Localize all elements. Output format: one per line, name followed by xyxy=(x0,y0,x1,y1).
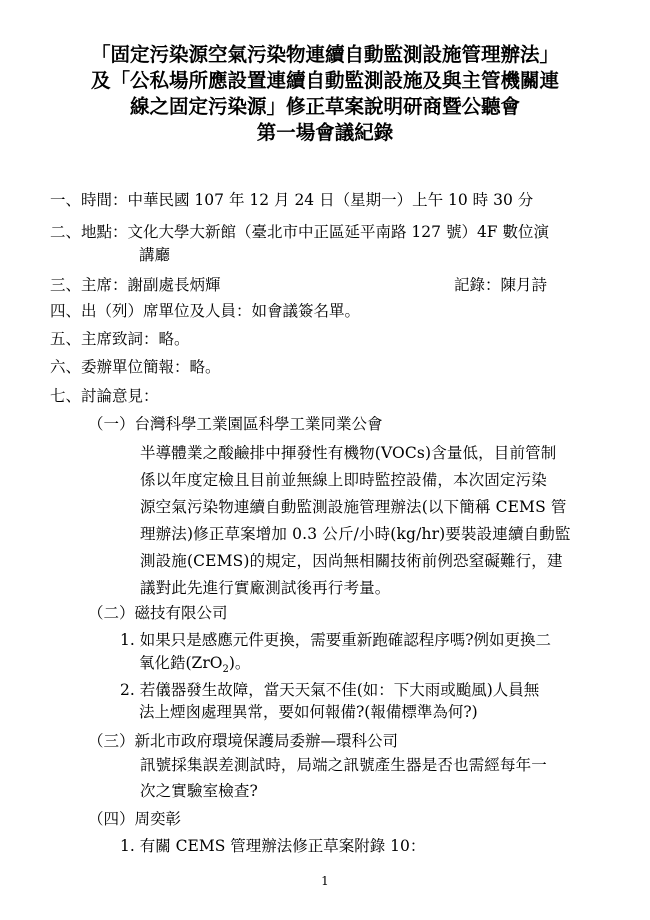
section-1-line: 半導體業之酸鹼排中揮發性有機物(VOCs)含量低，目前管制 xyxy=(140,444,557,462)
title-line: 及「公私場所應設置連續自動監測設施及與主管機關連 xyxy=(90,69,559,92)
chemical-subscript: 2 xyxy=(222,664,229,676)
meeting-place-continued: 講廳 xyxy=(139,246,171,264)
attendance-item: 四、出（列）席單位及人員：如會議簽名單。 xyxy=(50,302,361,320)
section-1-line: 係以年度定檢且目前並無線上即時監控設備，本次固定污染 xyxy=(140,471,547,489)
briefing-item: 六、委辦單位簡報：略。 xyxy=(50,358,221,376)
title-line: 線之固定污染源」修正草案說明研商暨公聽會 xyxy=(129,95,520,118)
section-3-line: 訊號採集誤差測試時，局端之訊號產生器是否也需經每年一 xyxy=(140,756,547,774)
section-2-question-2-continued: 法上煙囪處理異常，要如何報備?(報備標準為何?) xyxy=(139,703,478,721)
title-line: 「固定污染源空氣污染物連續自動監測設施管理辦法」 xyxy=(90,43,559,66)
meeting-chair: 三、主席：謝副處長炳輝 xyxy=(50,276,221,294)
section-3-title: （三）新北市政府環境保護局委辦—環科公司 xyxy=(88,732,399,750)
section-1-line: 源空氣污染物連續自動監測設施管理辦法(以下簡稱 CEMS 管 xyxy=(140,498,567,516)
section-1-line: 測設施(CEMS)的規定，因尚無相關技術前例恐窒礙難行，建 xyxy=(140,552,563,570)
chemical-text: 氧化鋯(ZrO xyxy=(139,654,223,672)
section-2-question-1: 1. 如果只是感應元件更換，需要重新跑確認程序嗎?例如更換二 xyxy=(120,631,552,649)
document-title xyxy=(0,42,650,146)
section-1-line: 議對此先進行實廠測試後再行考量。 xyxy=(140,579,391,597)
section-3-line: 次之實驗室檢查? xyxy=(140,782,259,800)
section-1-line: 理辦法)修正草案增加 0.3 公斤/小時(kg/hr)要裝設連續自動監 xyxy=(140,525,571,543)
section-2-title: （二）磁技有限公司 xyxy=(88,604,228,622)
section-2-question-1-continued xyxy=(139,653,250,680)
section-1-title: （一）台灣科學工業園區科學工業同業公會 xyxy=(88,415,383,433)
title-line: 第一場會議紀錄 xyxy=(256,121,394,144)
page-number: 1 xyxy=(321,874,329,888)
section-2-question-2: 2. 若儀器發生故障，當天天氣不佳(如：下大雨或颱風)人員無 xyxy=(120,681,540,699)
meeting-recorder: 記錄：陳月詩 xyxy=(454,276,548,294)
section-4-question-1: 1. 有關 CEMS 管理辦法修正草案附錄 10： xyxy=(120,837,426,855)
meeting-time: 一、時間：中華民國 107 年 12 月 24 日（星期一）上午 10 時 30 分 xyxy=(50,191,534,209)
chair-remarks-item: 五、主席致詞：略。 xyxy=(50,330,190,348)
meeting-place: 二、地點：文化大學大新館（臺北市中正區延平南路 127 號）4F 數位演 xyxy=(50,223,549,241)
chemical-text-end: )。 xyxy=(228,654,251,672)
discussion-heading: 七、討論意見： xyxy=(50,387,159,405)
section-4-title: （四）周奕彰 xyxy=(88,810,182,828)
